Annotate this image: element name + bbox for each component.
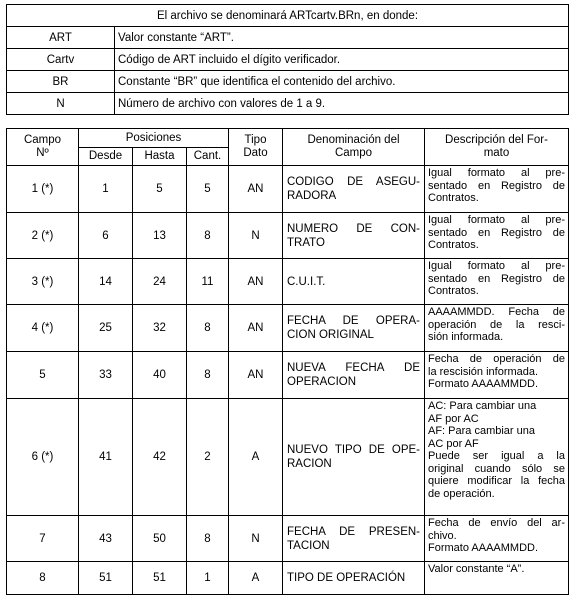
record-row — [7, 259, 569, 305]
format-description-line: de operación. — [428, 487, 495, 500]
header-campo-line: Nº — [36, 147, 49, 159]
field-name — [283, 213, 425, 259]
header-descripcion-line: Descripción del For- — [445, 134, 548, 146]
format-description-line: operación de la resci- — [428, 318, 565, 331]
format-description-line: Igual formato al pre- — [428, 260, 565, 272]
format-description-line: Contratos. — [428, 285, 479, 297]
format-description-line: Puede ser igual a la — [428, 450, 565, 462]
definition-description: Código de ART incluido el dígito verificador. — [115, 49, 569, 71]
data-type: AN — [229, 352, 283, 399]
data-type: AN — [229, 305, 283, 352]
field-name-line: TRATO — [287, 236, 325, 249]
campo-number: 6 (*) — [7, 399, 79, 516]
data-type: AN — [229, 166, 283, 213]
format-description — [425, 399, 569, 516]
field-name-line: TIPO DE OPERACIÓN — [287, 572, 406, 584]
position-from: 1 — [79, 166, 133, 213]
data-type: N — [229, 213, 283, 259]
position-length: 5 — [187, 166, 229, 213]
position-length: 2 — [187, 399, 229, 516]
definition-description: Valor constante “ART”. — [115, 27, 569, 49]
campo-number: 1 (*) — [7, 166, 79, 213]
position-from: 51 — [79, 562, 133, 595]
position-length: 1 — [187, 562, 229, 595]
position-length: 11 — [187, 259, 229, 305]
format-description-line: Igual formato al pre- — [428, 214, 565, 226]
format-description-line: original cuando sólo se — [428, 462, 565, 475]
format-description-line: Igual formato al pre- — [428, 167, 565, 179]
header-descripcion-line: mato — [483, 147, 510, 159]
format-description-line: sentado en Registro de — [428, 179, 565, 192]
field-name — [283, 562, 425, 595]
format-description-line: AC por AF — [428, 437, 479, 450]
format-description — [425, 352, 569, 399]
record-row — [7, 352, 569, 399]
position-length: 8 — [187, 305, 229, 352]
header-denominacion — [283, 129, 425, 166]
campo-number: 7 — [7, 516, 79, 562]
format-description — [425, 259, 569, 305]
position-from: 6 — [79, 213, 133, 259]
position-to: 5 — [133, 166, 187, 213]
field-name — [283, 516, 425, 562]
field-name-line: OPERACION — [287, 376, 357, 388]
definition-row — [7, 71, 569, 93]
header-campo-line: Campo — [23, 134, 62, 146]
campo-number: 2 (*) — [7, 213, 79, 259]
format-description — [425, 166, 569, 213]
position-length: 8 — [187, 213, 229, 259]
format-description — [425, 213, 569, 259]
format-description-line: AF: Para cambiar una — [428, 425, 535, 437]
header-tipo-line: Dato — [243, 147, 268, 159]
position-from: 14 — [79, 259, 133, 305]
format-description-line: Fecha de envío del ar- — [428, 517, 565, 529]
position-to: 24 — [133, 259, 187, 305]
definition-row — [7, 49, 569, 71]
record-row — [7, 399, 569, 516]
field-name-line: TACION — [287, 539, 330, 552]
header-cant: Cant. — [187, 148, 229, 166]
format-description-line: AC: Para cambiar una — [428, 400, 537, 412]
field-name-line: CODIGO DE ASEGU- — [287, 176, 420, 188]
format-description-line: AAAAMMDD. Fecha de — [428, 306, 565, 318]
position-to: 50 — [133, 516, 187, 562]
definition-code: Cartv — [7, 49, 115, 71]
record-row — [7, 516, 569, 562]
field-name — [283, 259, 425, 305]
header-denominacion-line: Denominación del — [307, 134, 400, 146]
field-name-line: NUMERO DE CON- — [287, 222, 420, 235]
format-description-line: sentado en Registro de — [428, 272, 565, 285]
record-row — [7, 166, 569, 213]
campo-number: 5 — [7, 352, 79, 399]
header-denominacion-line: Campo — [334, 147, 373, 159]
record-layout-table — [6, 128, 569, 595]
definition-code: ART — [7, 27, 115, 49]
field-name — [283, 352, 425, 399]
definition-row — [7, 27, 569, 49]
format-description-line: Contratos. — [428, 239, 479, 251]
field-name — [283, 166, 425, 213]
header-posiciones: Posiciones — [79, 129, 229, 148]
field-name-line: NUEVO TIPO DE OPE- — [287, 444, 420, 456]
position-to: 42 — [133, 399, 187, 516]
data-type: N — [229, 516, 283, 562]
format-description-line: quiere modificar la fecha — [428, 475, 565, 487]
position-from: 25 — [79, 305, 133, 352]
position-length: 8 — [187, 516, 229, 562]
field-name-line: NUEVA FECHA DE — [287, 362, 420, 374]
record-row — [7, 305, 569, 352]
field-name-line: FECHA DE PRESEN- — [287, 525, 420, 538]
definition-code: BR — [7, 71, 115, 93]
record-rows — [7, 166, 569, 595]
header-campo — [7, 129, 79, 166]
field-name-line: CION ORIGINAL — [287, 329, 374, 341]
position-length: 8 — [187, 352, 229, 399]
field-name — [283, 399, 425, 516]
format-description-line: sión informada. — [428, 331, 504, 343]
data-type: A — [229, 562, 283, 595]
format-description-line: Formato AAAAMMDD. — [428, 378, 539, 390]
data-type: AN — [229, 259, 283, 305]
header-tipo-line: Tipo — [244, 134, 267, 146]
record-row — [7, 213, 569, 259]
campo-number: 4 (*) — [7, 305, 79, 352]
definition-code: N — [7, 93, 115, 115]
campo-number: 8 — [7, 562, 79, 595]
position-to: 32 — [133, 305, 187, 352]
format-description — [425, 305, 569, 352]
format-description-line: Formato AAAAMMDD. — [428, 542, 539, 554]
position-to: 13 — [133, 213, 187, 259]
field-name-line: FECHA DE OPERA- — [287, 315, 420, 327]
definition-description: Constante “BR” que identifica el contenido del archivo. — [115, 71, 569, 93]
field-name-line: C.U.I.T. — [287, 275, 326, 288]
data-type: A — [229, 399, 283, 516]
position-to: 40 — [133, 352, 187, 399]
position-from: 43 — [79, 516, 133, 562]
format-description-line: sentado en Registro de — [428, 226, 565, 239]
record-row — [7, 562, 569, 595]
format-description-line: AF por AC — [428, 412, 479, 425]
header-descripcion — [425, 129, 569, 166]
campo-number: 3 (*) — [7, 259, 79, 305]
field-name — [283, 305, 425, 352]
position-from: 33 — [79, 352, 133, 399]
format-description — [425, 562, 569, 595]
file-naming-table — [6, 4, 569, 115]
position-from: 41 — [79, 399, 133, 516]
position-to: 51 — [133, 562, 187, 595]
header-tipo-dato — [229, 129, 283, 166]
field-name-line: RADORA — [287, 190, 337, 202]
file-naming-title: El archivo se denominará ARTcartv.BRn, en donde: — [7, 5, 569, 27]
field-name-line: RACION — [287, 458, 332, 470]
format-description-line: la rescisión informada. — [428, 365, 539, 378]
format-description-line: Contratos. — [428, 192, 479, 204]
format-description-line: Fecha de operación de — [428, 353, 565, 365]
format-description-line: Valor constante “A”. — [428, 563, 525, 575]
header-hasta: Hasta — [133, 148, 187, 166]
definition-row — [7, 93, 569, 115]
format-description-line: chivo. — [428, 529, 457, 542]
definition-description: Número de archivo con valores de 1 a 9. — [115, 93, 569, 115]
format-description — [425, 516, 569, 562]
header-desde: Desde — [79, 148, 133, 166]
